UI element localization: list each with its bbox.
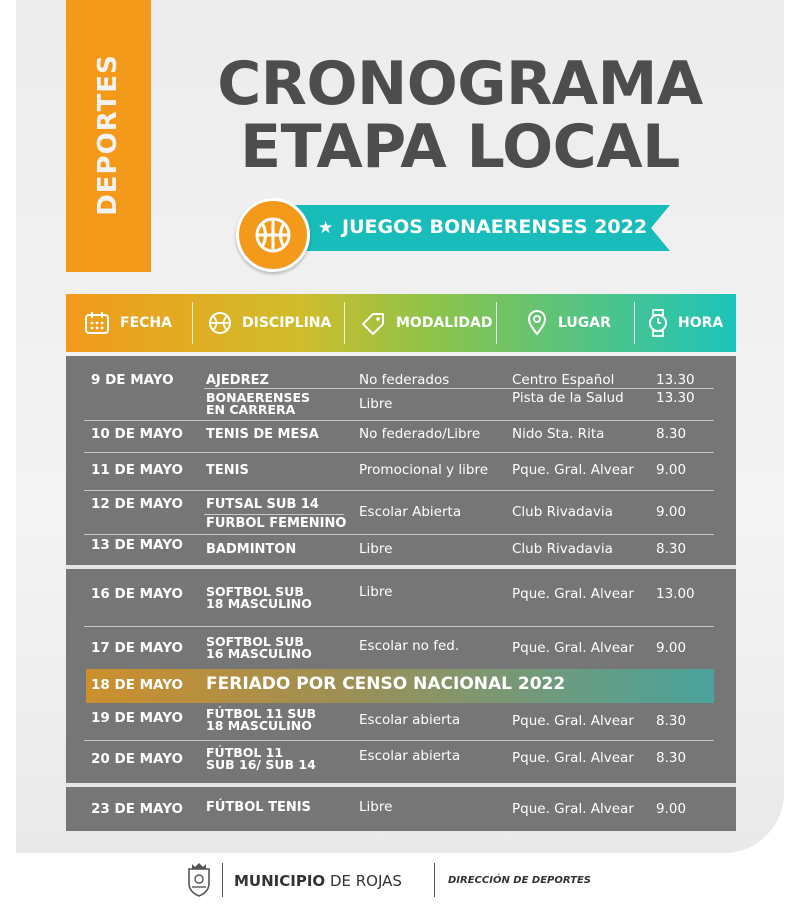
row-divider — [84, 626, 714, 627]
cell-disciplina-line2: FURBOL FEMENINO — [206, 516, 347, 531]
cell-lugar: Pque. Gral. Alvear — [512, 750, 634, 766]
cell-lugar: Pque. Gral. Alvear — [512, 462, 634, 478]
calendar-icon — [84, 311, 110, 335]
row-divider — [204, 388, 714, 389]
cell-fecha: 13 DE MAYO — [91, 537, 183, 553]
week-separator — [66, 783, 736, 787]
cell-lugar: Pque. Gral. Alvear — [512, 586, 634, 602]
municipal-crest-icon — [186, 861, 212, 897]
cell-disciplina-line2: 16 MASCULINO — [206, 646, 312, 661]
header-modalidad — [360, 294, 493, 352]
cell-disciplina-line1: FUTSAL SUB 14 — [206, 497, 319, 512]
cell-disciplina-line1: BONAERENSES — [206, 390, 310, 405]
cell-lugar: Nido Sta. Rita — [512, 426, 605, 442]
cell-lugar: Pque. Gral. Alvear — [512, 801, 634, 817]
page-title-line2: ETAPA LOCAL — [240, 112, 680, 182]
cell-disciplina-line2: SUB 16/ SUB 14 — [206, 757, 316, 772]
table-header — [66, 294, 736, 352]
star-icon: ★ — [318, 218, 334, 238]
footer-divider — [222, 863, 223, 897]
cell-modalidad: No federados — [359, 372, 450, 388]
cell-disciplina: TENIS DE MESA — [206, 427, 319, 442]
cell-modalidad: Libre — [359, 541, 393, 557]
cell-hora: 13.30 — [656, 372, 695, 388]
cell-disciplina-line1: SOFTBOL SUB — [206, 634, 304, 649]
cell-disciplina-line2: EN CARRERA — [206, 402, 296, 417]
cell-hora: 13.30 — [656, 390, 695, 406]
watch-icon — [648, 309, 668, 337]
cell-fecha: 16 DE MAYO — [91, 586, 183, 602]
cell-hora: 8.30 — [656, 750, 687, 766]
week-separator — [66, 565, 736, 569]
basketball-icon — [253, 215, 293, 255]
cell-modalidad: Escolar Abierta — [359, 504, 462, 520]
cell-hora: 8.30 — [656, 426, 687, 442]
cell-hora: 8.30 — [656, 713, 687, 729]
header-divider — [496, 302, 497, 344]
cell-modalidad: Escolar no fed. — [359, 638, 460, 654]
header-modalidad-label: MODALIDAD — [396, 315, 493, 331]
cell-disciplina: AJEDREZ — [206, 373, 269, 388]
municipio-rest: DE ROJAS — [325, 872, 402, 890]
header-disciplina — [208, 294, 331, 352]
cell-modalidad: Libre — [359, 584, 393, 600]
cell-lugar: Pque. Gral. Alvear — [512, 640, 634, 656]
cell-lugar: Centro Español — [512, 372, 615, 388]
header-divider — [344, 302, 345, 344]
tab-label: DEPORTES — [93, 54, 123, 216]
header-hora-label: HORA — [678, 315, 724, 331]
ribbon-text: JUEGOS BONAERENSES 2022 — [342, 216, 648, 238]
row-divider — [84, 420, 714, 421]
cell-hora: 13.00 — [656, 586, 695, 602]
cell-disciplina-line2: 18 MASCULINO — [206, 718, 312, 733]
cell-disciplina-line2: 18 MASCULINO — [206, 596, 312, 611]
cell-lugar: Club Rivadavia — [512, 541, 613, 557]
schedule-table — [66, 356, 736, 831]
header-fecha — [84, 294, 172, 352]
cell-disciplina-line1: SOFTBOL SUB — [206, 584, 304, 599]
header-lugar-label: LUGAR — [558, 315, 611, 331]
header-divider — [192, 302, 193, 344]
row-divider — [84, 534, 714, 535]
header-disciplina-label: DISCIPLINA — [242, 315, 332, 331]
cell-lugar: Pista de la Salud — [512, 390, 624, 406]
header-divider — [634, 302, 635, 344]
cell-fecha: 9 DE MAYO — [91, 372, 174, 388]
cell-modalidad: No federado/Libre — [359, 426, 481, 442]
cell-hora: 9.00 — [656, 801, 687, 817]
cell-hora: 9.00 — [656, 640, 687, 656]
cell-modalidad: Escolar abierta — [359, 712, 461, 728]
cell-disciplina: TENIS — [206, 463, 249, 478]
cell-lugar: Club Rivadavia — [512, 504, 613, 520]
cell-fecha: 18 DE MAYO — [91, 677, 183, 693]
tag-icon — [360, 311, 386, 335]
cell-hora: 8.30 — [656, 541, 687, 557]
cell-hora: 9.00 — [656, 462, 687, 478]
cell-lugar: Pque. Gral. Alvear — [512, 713, 634, 729]
basketball-badge — [236, 198, 310, 272]
cell-fecha: 20 DE MAYO — [91, 751, 183, 767]
footer — [0, 853, 800, 914]
cell-modalidad: Promocional y libre — [359, 462, 489, 478]
footer-divider — [434, 863, 435, 897]
cell-disciplina-line1: FÚTBOL 11 — [206, 745, 284, 760]
row-divider — [84, 490, 714, 491]
municipio-name — [234, 872, 402, 890]
cell-modalidad: Escolar abierta — [359, 748, 461, 764]
cell-modalidad: Libre — [359, 799, 393, 815]
cell-hora: 9.00 — [656, 504, 687, 520]
holiday-text: FERIADO POR CENSO NACIONAL 2022 — [206, 674, 566, 694]
cell-fecha: 23 DE MAYO — [91, 801, 183, 817]
header-fecha-label: FECHA — [120, 315, 172, 331]
cell-fecha: 11 DE MAYO — [91, 462, 183, 478]
cell-disciplina: FÚTBOL TENIS — [206, 800, 311, 815]
cell-fecha: 12 DE MAYO — [91, 496, 183, 512]
row-divider — [84, 740, 714, 741]
row-divider — [204, 514, 344, 515]
row-divider — [84, 452, 714, 453]
cell-fecha: 17 DE MAYO — [91, 640, 183, 656]
page-title-line1: CRONOGRAMA — [217, 49, 703, 119]
cell-fecha: 10 DE MAYO — [91, 426, 183, 442]
header-hora — [648, 294, 723, 352]
cell-disciplina: BADMINTON — [206, 542, 297, 557]
direccion-label: DIRECCIÓN DE DEPORTES — [448, 875, 591, 886]
municipio-bold: MUNICIPIO — [234, 872, 326, 890]
cell-modalidad: Libre — [359, 396, 393, 412]
cell-fecha: 19 DE MAYO — [91, 710, 183, 726]
ball-icon — [208, 311, 232, 335]
location-pin-icon — [526, 310, 548, 336]
header-lugar — [526, 294, 611, 352]
cell-disciplina-line1: FÚTBOL 11 SUB — [206, 706, 317, 721]
